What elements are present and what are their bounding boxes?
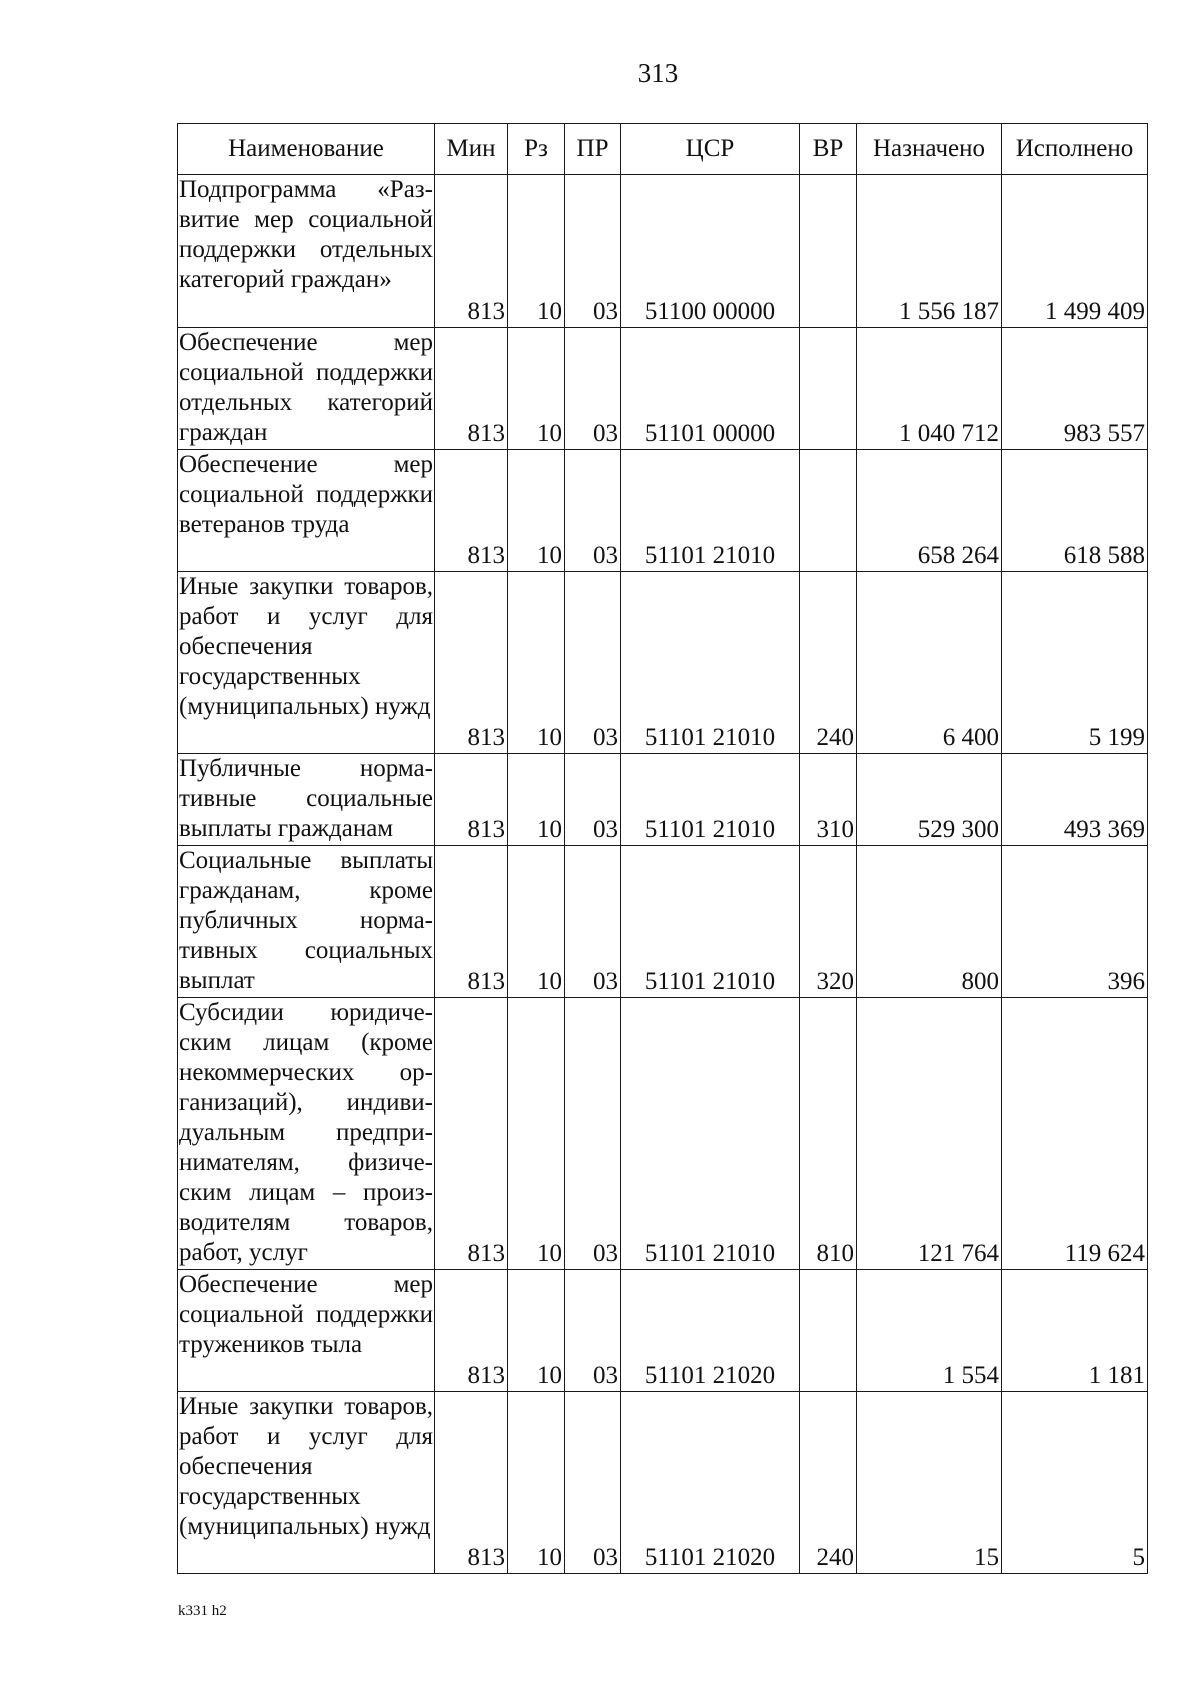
row-pr: 03	[565, 1270, 621, 1392]
row-name: Социальные выплаты гражданам, кроме публичных нормативных социальных выплат	[178, 846, 435, 998]
row-pr: 03	[565, 175, 621, 328]
row-vr: 310	[800, 754, 857, 846]
header-executed: Исполнено	[1002, 124, 1148, 175]
row-vr: 240	[800, 572, 857, 754]
row-csr: 51101 21010	[621, 754, 800, 846]
row-name: Подпрограмма «Развитие мер социальной поддержки отдельных категорий граждан»	[178, 175, 435, 328]
row-rz: 10	[508, 450, 565, 572]
row-pr: 03	[565, 328, 621, 450]
table-row	[178, 328, 1148, 450]
row-executed: 5	[1002, 1392, 1148, 1574]
row-rz: 10	[508, 998, 565, 1270]
table-row	[178, 998, 1148, 1270]
table-row	[178, 450, 1148, 572]
row-assigned: 1 554	[857, 1270, 1002, 1392]
header-csr: ЦСР	[621, 124, 800, 175]
row-pr: 03	[565, 572, 621, 754]
table-header	[178, 124, 1148, 175]
row-assigned: 800	[857, 846, 1002, 998]
row-csr: 51101 21010	[621, 572, 800, 754]
table-row	[178, 754, 1148, 846]
table-row	[178, 175, 1148, 328]
row-rz: 10	[508, 328, 565, 450]
row-executed: 396	[1002, 846, 1148, 998]
table-row	[178, 572, 1148, 754]
row-csr: 51101 21020	[621, 1270, 800, 1392]
row-executed: 1 181	[1002, 1270, 1148, 1392]
row-executed: 5 199	[1002, 572, 1148, 754]
row-vr	[800, 328, 857, 450]
row-vr	[800, 1270, 857, 1392]
row-name: Иные закупки товаров, работ и услуг для обеспечения государственных (муниципальных) нужд	[178, 572, 435, 754]
row-executed: 618 588	[1002, 450, 1148, 572]
row-executed: 493 369	[1002, 754, 1148, 846]
header-name: Наименование	[178, 124, 435, 175]
row-min: 813	[435, 328, 508, 450]
row-name: Обеспечение мер социальной поддержки ветеранов труда	[178, 450, 435, 572]
row-min: 813	[435, 1270, 508, 1392]
page-number: 313	[637, 58, 679, 88]
row-vr: 320	[800, 846, 857, 998]
row-executed: 983 557	[1002, 328, 1148, 450]
row-min: 813	[435, 175, 508, 328]
row-executed: 1 499 409	[1002, 175, 1148, 328]
row-csr: 51101 21010	[621, 450, 800, 572]
row-vr: 810	[800, 998, 857, 1270]
row-pr: 03	[565, 1392, 621, 1574]
row-name: Субсидии юридическим лицам (кроме некоммерческих организаций), индивидуальным предпринимателям, физическим лицам – производителям товаров, работ, услуг	[178, 998, 435, 1270]
header-pr: ПР	[565, 124, 621, 175]
row-assigned: 6 400	[857, 572, 1002, 754]
row-vr: 240	[800, 1392, 857, 1574]
row-min: 813	[435, 572, 508, 754]
row-min: 813	[435, 998, 508, 1270]
row-pr: 03	[565, 998, 621, 1270]
table-body	[178, 175, 1148, 1574]
row-assigned: 15	[857, 1392, 1002, 1574]
row-csr: 51101 21010	[621, 998, 800, 1270]
header-rz: Рз	[508, 124, 565, 175]
row-rz: 10	[508, 1270, 565, 1392]
row-assigned: 1 040 712	[857, 328, 1002, 450]
row-pr: 03	[565, 754, 621, 846]
row-csr: 51100 00000	[621, 175, 800, 328]
row-assigned: 529 300	[857, 754, 1002, 846]
header-vr: ВР	[800, 124, 857, 175]
row-name: Иные закупки товаров, работ и услуг для обеспечения государственных (муниципальных) нужд	[178, 1392, 435, 1574]
row-pr: 03	[565, 846, 621, 998]
header-row	[178, 124, 1148, 175]
row-min: 813	[435, 846, 508, 998]
row-pr: 03	[565, 450, 621, 572]
row-assigned: 658 264	[857, 450, 1002, 572]
budget-table	[177, 123, 1148, 1574]
table-row	[178, 1392, 1148, 1574]
row-vr	[800, 450, 857, 572]
row-rz: 10	[508, 1392, 565, 1574]
header-min: Мин	[435, 124, 508, 175]
row-assigned: 1 556 187	[857, 175, 1002, 328]
row-assigned: 121 764	[857, 998, 1002, 1270]
row-rz: 10	[508, 754, 565, 846]
row-min: 813	[435, 450, 508, 572]
table-row	[178, 1270, 1148, 1392]
row-csr: 51101 21010	[621, 846, 800, 998]
row-executed: 119 624	[1002, 998, 1148, 1270]
row-name: Обеспечение мер социальной поддержки отдельных категорий граждан	[178, 328, 435, 450]
row-name: Обеспечение мер социальной поддержки тружеников тыла	[178, 1270, 435, 1392]
row-csr: 51101 00000	[621, 328, 800, 450]
row-rz: 10	[508, 572, 565, 754]
row-vr	[800, 175, 857, 328]
table-row	[178, 846, 1148, 998]
row-name: Публичные нормативные социальные выплаты гражданам	[178, 754, 435, 846]
footer-code: k331 h2	[178, 1603, 227, 1619]
row-csr: 51101 21020	[621, 1392, 800, 1574]
row-rz: 10	[508, 846, 565, 998]
row-min: 813	[435, 1392, 508, 1574]
row-rz: 10	[508, 175, 565, 328]
row-min: 813	[435, 754, 508, 846]
header-assigned: Назначено	[857, 124, 1002, 175]
